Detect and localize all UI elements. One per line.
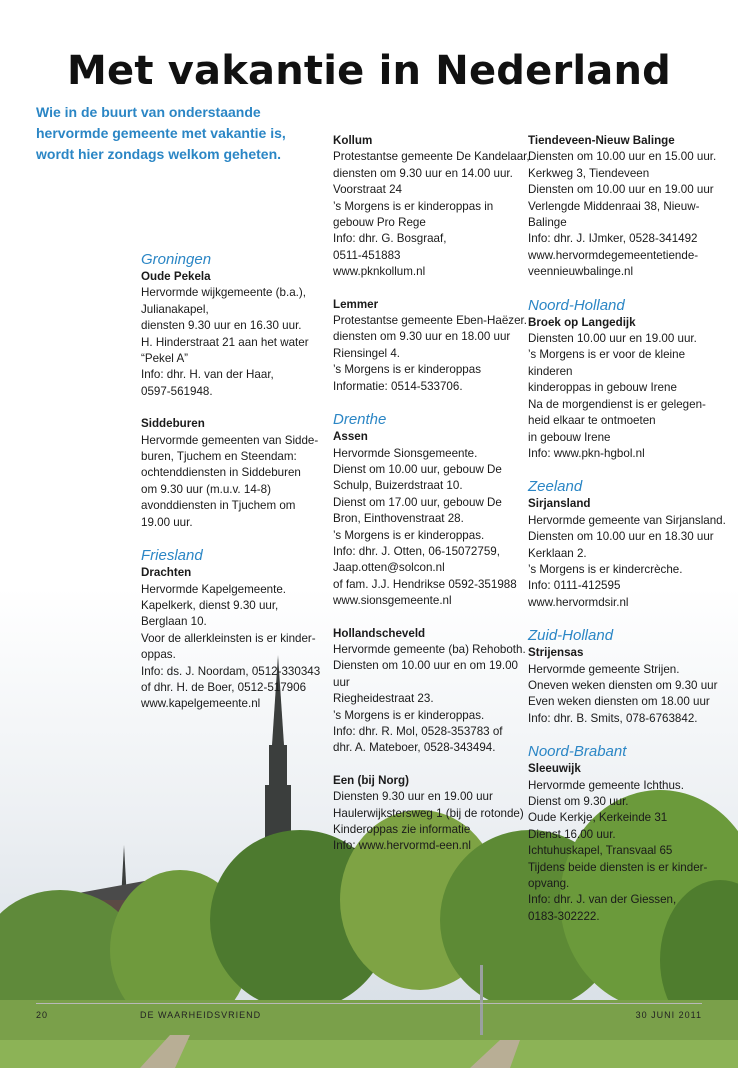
- entry-line: diensten om 9.30 uur en 18.00 uur: [333, 330, 511, 344]
- entry-line: diensten 9.30 uur en 16.30 uur.: [141, 319, 302, 333]
- region-heading: Zeeland: [528, 478, 583, 496]
- magazine-name: DE WAARHEIDSVRIEND: [140, 1010, 262, 1020]
- entry-line: Info: dhr. J. van der Giessen,: [528, 893, 677, 907]
- entry-line: Ichtuhuskapel, Transvaal 65: [528, 844, 673, 858]
- entry-line: heid elkaar te ontmoeten: [528, 414, 656, 428]
- entry-line: ’s Morgens is er kinderoppas: [333, 363, 482, 377]
- church-entry: [528, 297, 738, 463]
- listing-column-2: [333, 133, 528, 871]
- entry-line: Diensten 10.00 uur en 19.00 uur.: [528, 332, 697, 346]
- entry-line: Info: ds. J. Noordam, 0512-330343: [141, 664, 321, 678]
- region-heading: Zuid-Holland: [528, 627, 614, 645]
- entry-line: diensten om 9.30 uur en 14.00 uur.: [333, 166, 513, 180]
- intro-text: Wie in de buurt van onderstaande hervormde gemeente met vakantie is, wordt hier zondags welkom geheten.: [36, 104, 286, 162]
- church-location: Kollum: [333, 134, 373, 147]
- entry-line: Protestantse gemeente De Kandelaar,: [333, 150, 530, 164]
- entry-line: Hervormde gemeente van Sirjansland.: [528, 513, 726, 527]
- entry-line: 0511-451883: [333, 248, 401, 262]
- entry-line: Hervormde gemeente (ba) Rehoboth.: [333, 642, 526, 656]
- entry-line: Bron, Einthovenstraat 28.: [333, 512, 464, 526]
- entry-line: 19.00 uur.: [141, 515, 193, 529]
- entry-line: www.pknkollum.nl: [333, 265, 426, 279]
- region-heading: Groningen: [141, 251, 212, 268]
- entry-line: Info: dhr. R. Mol, 0528-353783 of: [333, 725, 503, 738]
- entry-line: Kinderoppas zie informatie: [333, 823, 471, 837]
- entry-line: opvang.: [528, 877, 570, 891]
- page-title: Met vakantie in Nederland: [66, 48, 672, 94]
- church-location: Siddeburen: [141, 417, 205, 431]
- entry-line: Info: www.hervormd-een.nl: [333, 839, 471, 853]
- entry-line: buren, Tjuchem en Steendam:: [141, 450, 297, 464]
- church-entry: [528, 133, 738, 281]
- entry-line: Dienst om 9.30 uur.: [528, 795, 629, 808]
- entry-line: Info: dhr. H. van der Haar,: [141, 368, 274, 382]
- church-entry: [333, 626, 528, 757]
- entry-line: www.sionsgemeente.nl: [333, 594, 452, 608]
- entry-line: Dienst 16.00 uur.: [528, 827, 616, 841]
- church-location: Sleeuwijk: [528, 762, 581, 776]
- entry-line: Balinge: [528, 216, 567, 230]
- entry-line: om 9.30 uur (m.u.v. 14-8): [141, 482, 271, 496]
- region-heading: Drenthe: [333, 411, 387, 429]
- entry-line: in gebouw Irene: [528, 430, 611, 444]
- region-heading: Noord-Holland: [528, 296, 625, 314]
- church-location: Hollandscheveld: [333, 626, 426, 640]
- church-location: Strijensas: [528, 646, 584, 660]
- entry-line: ’s Morgens is er kinderoppas in: [333, 199, 494, 213]
- church-entry: [333, 133, 528, 281]
- church-location: Sirjansland: [528, 497, 591, 511]
- entry-line: Julianakapel,: [141, 302, 209, 316]
- region-heading: Noord-Brabant: [528, 743, 627, 761]
- church-entry: [528, 627, 738, 727]
- entry-line: Voorstraat 24: [333, 183, 402, 197]
- entry-line: Tijdens beide diensten is er kinder-: [528, 860, 708, 874]
- church-entry: [333, 773, 528, 855]
- church-location: Lemmer: [333, 297, 379, 311]
- entry-line: Info: 0111-412595: [528, 579, 621, 593]
- entry-line: of fam. J.J. Hendrikse 0592-351988: [333, 577, 517, 591]
- entry-line: veennieuwbalinge.nl: [528, 265, 634, 279]
- entry-line: uur: [333, 675, 350, 689]
- church-entry: [141, 547, 331, 713]
- issue-date: 30 JUNI 2011: [635, 1010, 702, 1020]
- entry-line: Voor de allerkleinsten is er kinder-: [141, 631, 316, 645]
- entry-line: www.hervormdegemeentetiende-: [528, 248, 699, 262]
- entry-line: Kerkweg 3, Tiendeveen: [528, 166, 650, 180]
- entry-line: Dienst om 10.00 uur, gebouw De: [333, 462, 502, 476]
- entry-line: avonddiensten in Tjuchem om: [141, 499, 296, 513]
- entry-line: ’s Morgens is er kinderoppas.: [333, 528, 485, 542]
- church-location: Tiendeveen-Nieuw Balinge: [528, 134, 675, 147]
- entry-line: Oneven weken diensten om 9.30 uur: [528, 678, 718, 692]
- listing-column-1: [141, 249, 331, 729]
- entry-line: Hervormde gemeenten van Sidde-: [141, 433, 319, 447]
- entry-line: ochtenddiensten in Siddeburen: [141, 466, 301, 480]
- church-entry: [528, 478, 738, 611]
- church-entry: [141, 251, 331, 400]
- entry-line: dhr. A. Mateboer, 0528-343494.: [333, 741, 496, 755]
- entry-line: Diensten om 10.00 uur en 19.00 uur: [528, 183, 714, 197]
- entry-line: Even weken diensten om 18.00 uur: [528, 695, 710, 709]
- entry-line: “Pekel A”: [141, 352, 189, 366]
- entry-line: of dhr. H. de Boer, 0512-517906: [141, 680, 307, 694]
- listing-column-3: [528, 133, 738, 941]
- entry-line: Info: dhr. J. IJmker, 0528-341492: [528, 232, 698, 246]
- entry-line: 0183-302222.: [528, 909, 600, 923]
- entry-line: Kapelkerk, dienst 9.30 uur,: [141, 598, 279, 612]
- entry-line: Hervormde wijkgemeente (b.a.),: [141, 286, 306, 300]
- entry-line: Diensten om 10.00 uur en 18.30 uur: [528, 530, 714, 544]
- entry-line: Info: dhr. B. Smits, 078-6763842.: [528, 711, 698, 725]
- church-entry: [141, 416, 331, 531]
- entry-line: www.hervormdsir.nl: [528, 595, 629, 609]
- entry-line: Diensten 9.30 uur en 19.00 uur: [333, 790, 493, 804]
- entry-line: ’s Morgens is er kindercrèche.: [528, 562, 683, 576]
- entry-line: Informatie: 0514-533706.: [333, 379, 463, 393]
- entry-line: Berglaan 10.: [141, 615, 207, 629]
- entry-line: Oude Kerkje, Kerkeinde 31: [528, 811, 668, 825]
- entry-line: kinderen: [528, 364, 573, 378]
- entry-line: Na de morgendienst is er gelegen-: [528, 397, 706, 411]
- entry-line: Diensten om 10.00 uur en 15.00 uur.: [528, 150, 717, 164]
- entry-line: oppas.: [141, 648, 176, 662]
- entry-line: Info: www.pkn-hgbol.nl: [528, 446, 645, 460]
- entry-line: www.kapelgemeente.nl: [141, 697, 261, 711]
- church-location: Broek op Langedijk: [528, 315, 636, 329]
- entry-line: Jaap.otten@solcon.nl: [333, 561, 445, 575]
- entry-line: Dienst om 17.00 uur, gebouw De: [333, 495, 502, 509]
- entry-line: Haulerwijkstersweg 1 (bij de rotonde): [333, 806, 524, 820]
- entry-line: Diensten om 10.00 uur en om 19.00: [333, 659, 518, 673]
- entry-line: Hervormde Kapelgemeente.: [141, 582, 287, 596]
- church-location: Een (bij Norg): [333, 773, 409, 787]
- entry-line: 0597-561948.: [141, 384, 213, 398]
- church-entry: [333, 411, 528, 609]
- entry-line: Verlengde Middenraai 38, Nieuw-: [528, 199, 700, 213]
- region-heading: Friesland: [141, 547, 203, 565]
- church-entry: [528, 743, 738, 925]
- entry-line: Protestantse gemeente Eben-Haëzer.: [333, 314, 527, 328]
- entry-line: Info: dhr. J. Otten, 06-15072759,: [333, 544, 500, 558]
- entry-line: ’s Morgens is er kinderoppas.: [333, 708, 485, 722]
- entry-line: Hervormde Sionsgemeente.: [333, 446, 478, 460]
- page-number: 20: [36, 1010, 49, 1020]
- entry-line: Hervormde gemeente Strijen.: [528, 662, 680, 676]
- church-location: Drachten: [141, 566, 192, 580]
- church-location: Assen: [333, 430, 368, 444]
- entry-line: H. Hinderstraat 21 aan het water: [141, 335, 309, 349]
- page-footer: [36, 1003, 702, 1024]
- entry-line: Kerklaan 2.: [528, 546, 587, 560]
- entry-line: kinderoppas in gebouw Irene: [528, 381, 677, 395]
- church-location: Oude Pekela: [141, 270, 211, 283]
- entry-line: Riensingel 4.: [333, 346, 401, 360]
- entry-line: Schulp, Buizerdstraat 10.: [333, 479, 463, 493]
- church-entry: [333, 297, 528, 395]
- entry-line: Info: dhr. G. Bosgraaf,: [333, 232, 447, 246]
- entry-line: ’s Morgens is er voor de kleine: [528, 348, 686, 362]
- entry-line: Riegheidestraat 23.: [333, 692, 434, 706]
- entry-line: gebouw Pro Rege: [333, 216, 426, 230]
- entry-line: Hervormde gemeente Ichthus.: [528, 778, 684, 792]
